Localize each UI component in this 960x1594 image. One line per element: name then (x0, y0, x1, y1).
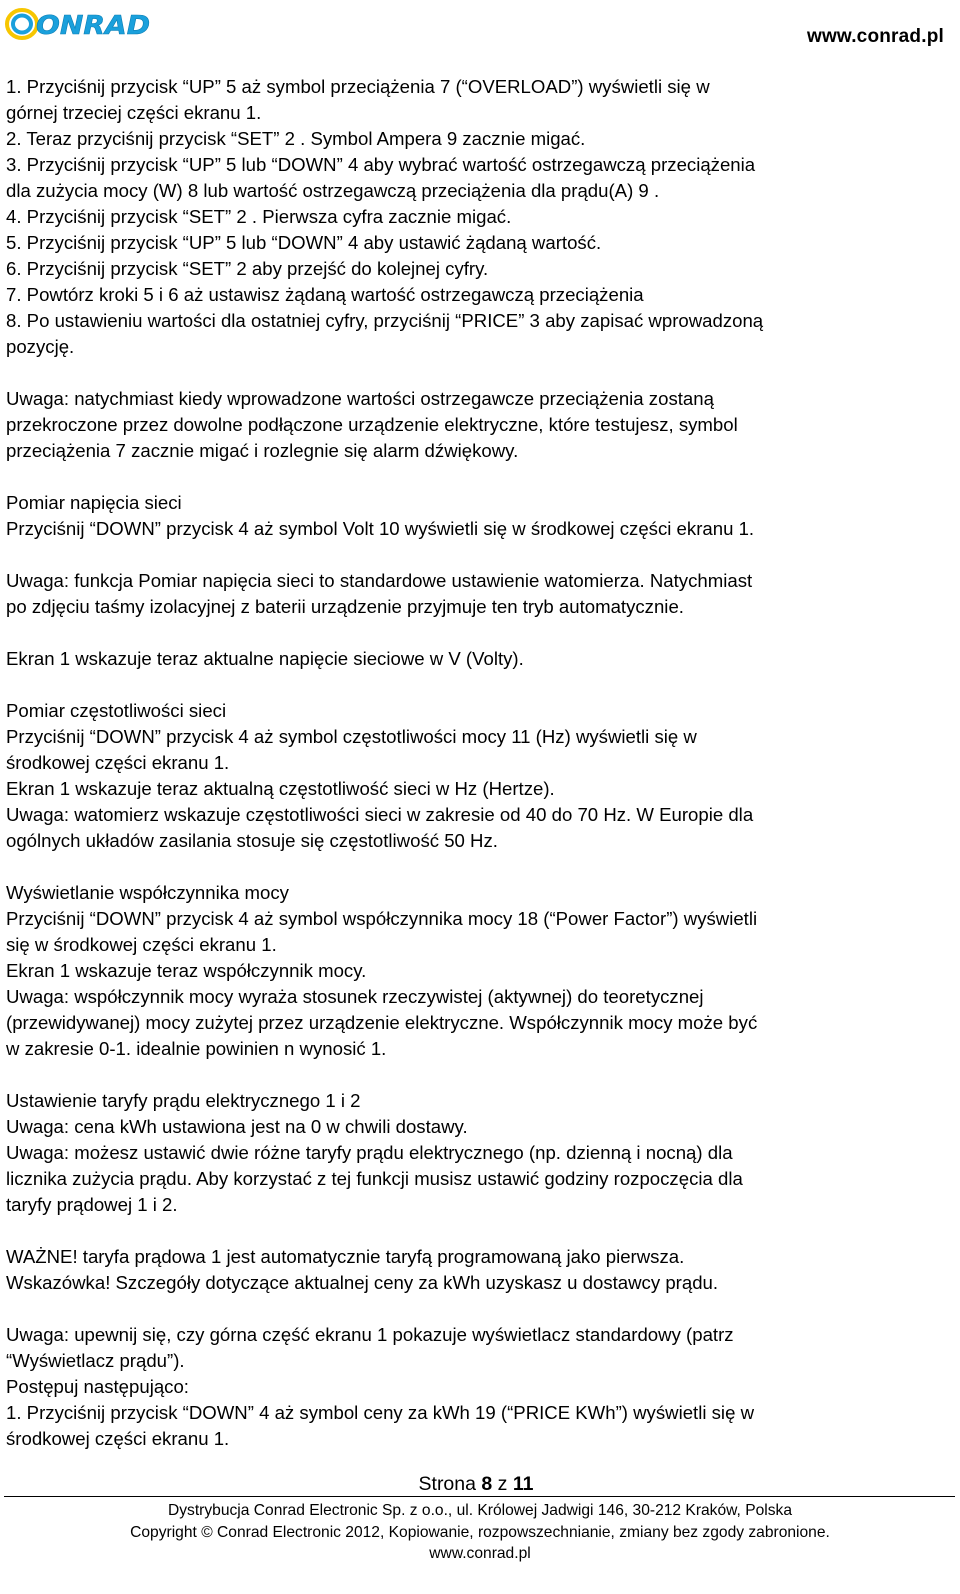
text-line: Uwaga: cena kWh ustawiona jest na 0 w chwili dostawy. (6, 1116, 468, 1137)
text-line: 5. Przyciśnij przycisk “UP” 5 lub “DOWN” 4 aby ustawić żądaną wartość. (6, 232, 602, 253)
text-line: dla zużycia mocy (W) 8 lub wartość ostrzegawczą przeciążenia dla prądu(A) 9 . (6, 180, 660, 201)
text-line: 8. Po ustawieniu wartości dla ostatniej cyfry, przyciśnij “PRICE” 3 aby zapisać wprowadzoną (6, 310, 764, 331)
text-line: Uwaga: upewnij się, czy górna część ekranu 1 pokazuje wyświetlacz standardowy (patrz (6, 1324, 734, 1345)
footer-copyright-line: Copyright © Conrad Electronic 2012, Kopiowanie, rozpowszechnianie, zmiany bez zgody zabronione. (130, 1523, 830, 1541)
text-line: Wyświetlanie współczynnika mocy (6, 882, 289, 903)
text-line: Pomiar napięcia sieci (6, 492, 182, 513)
text-line: środkowej części ekranu 1. (6, 752, 230, 773)
text-line: Ustawienie taryfy prądu elektrycznego 1 i 2 (6, 1090, 361, 1111)
text-line: Przyciśnij “DOWN” przycisk 4 aż symbol Volt 10 wyświetli się w środkowej części ekranu 1. (6, 518, 755, 539)
text-line: pozycję. (6, 336, 75, 357)
text-line: 7. Powtórz kroki 5 i 6 aż ustawisz żądaną wartość ostrzegawczą przeciążenia (6, 284, 644, 305)
text-line: po zdjęciu taśmy izolacyjnej z baterii urządzenie przyjmuje ten tryb automatycznie. (6, 596, 684, 617)
text-line: Uwaga: funkcja Pomiar napięcia sieci to standardowe ustawienie watomierza. Natychmiast (6, 570, 753, 591)
paragraph-gap (6, 620, 951, 646)
text-line: Ekran 1 wskazuje teraz aktualne napięcie sieciowe w V (Volty). (6, 648, 524, 669)
text-line: Uwaga: możesz ustawić dwie różne taryfy prądu elektrycznego (np. dzienną i nocną) dla (6, 1142, 733, 1163)
svg-text:ONRAD: ONRAD (36, 11, 150, 41)
text-line: Postępuj następująco: (6, 1376, 189, 1397)
text-line: górnej trzeciej części ekranu 1. (6, 102, 262, 123)
footer-divider (4, 1496, 955, 1497)
paragraph-gap (6, 854, 951, 880)
footer-address-line: Dystrybucja Conrad Electronic Sp. z o.o., ul. Królowej Jadwigi 146, 30-212 Kraków, Polska (167, 1502, 793, 1519)
text-line: 2. Teraz przyciśnij przycisk “SET” 2 . Symbol Ampera 9 zacznie migać. (6, 128, 586, 149)
text-line: Ekran 1 wskazuje teraz współczynnik mocy. (6, 960, 367, 981)
text-line: w zakresie 0-1. idealnie powinien n wynosić 1. (6, 1038, 387, 1059)
footer-company-info (0, 1500, 960, 1565)
paragraph-gap (6, 672, 951, 698)
text-line: Uwaga: współczynnik mocy wyraża stosunek rzeczywistej (aktywnej) do teoretycznej (6, 986, 704, 1007)
paragraph-gap (6, 360, 951, 386)
text-line: 3. Przyciśnij przycisk “UP” 5 lub “DOWN” 4 aby wybrać wartość ostrzegawczą przeciążenia (6, 154, 756, 175)
text-line: 4. Przyciśnij przycisk “SET” 2 . Pierwsza cyfra zacznie migać. (6, 206, 512, 227)
text-line: taryfy prądowej 1 i 2. (6, 1194, 178, 1215)
text-line: Ekran 1 wskazuje teraz aktualną częstotliwość sieci w Hz (Hertze). (6, 778, 555, 799)
text-line: się w środkowej części ekranu 1. (6, 934, 277, 955)
text-line: “Wyświetlacz prądu”). (6, 1350, 185, 1371)
text-line: Wskazówka! Szczegóły dotyczące aktualnej ceny za kWh uzyskasz u dostawcy prądu. (6, 1272, 719, 1293)
document-body (6, 74, 951, 1452)
conrad-logo (4, 4, 152, 44)
page-footer (0, 1470, 960, 1498)
text-line: Uwaga: watomierz wskazuje częstotliwości sieci w zakresie od 40 do 70 Hz. W Europie dla (6, 804, 754, 825)
text-line: Przyciśnij “DOWN” przycisk 4 aż symbol współczynnika mocy 18 (“Power Factor”) wyświetli (6, 908, 758, 929)
text-line: Pomiar częstotliwości sieci (6, 700, 227, 721)
text-line: Uwaga: natychmiast kiedy wprowadzone wartości ostrzegawcze przeciążenia zostaną (6, 388, 714, 409)
footer-url[interactable]: www.conrad.pl (429, 1545, 531, 1562)
text-line: 6. Przyciśnij przycisk “SET” 2 aby przejść do kolejnej cyfry. (6, 258, 489, 279)
paragraph-gap (6, 1218, 951, 1244)
text-line: licznika zużycia prądu. Aby korzystać z tej funkcji musisz ustawić godziny rozpoczęcia dla (6, 1168, 743, 1189)
text-line: WAŻNE! taryfa prądowa 1 jest automatycznie taryfą programowaną jako pierwsza. (6, 1246, 685, 1267)
paragraph-gap (6, 1062, 951, 1088)
text-line: (przewidywanej) mocy zużytej przez urządzenie elektryczne. Współczynnik mocy może być (6, 1012, 758, 1033)
text-line: 1. Przyciśnij przycisk “DOWN” 4 aż symbol ceny za kWh 19 (“PRICE KWh”) wyświetli się w (6, 1402, 754, 1423)
text-line: ogólnych układów zasilania stosuje się częstotliwość 50 Hz. (6, 830, 498, 851)
text-line: przekroczone przez dowolne podłączone urządzenie elektryczne, które testujesz, symbol (6, 414, 738, 435)
site-url-header[interactable]: www.conrad.pl (806, 26, 944, 47)
text-line: środkowej części ekranu 1. (6, 1428, 230, 1449)
text-line: Przyciśnij “DOWN” przycisk 4 aż symbol częstotliwości mocy 11 (Hz) wyświetli się w (6, 726, 697, 747)
text-line: 1. Przyciśnij przycisk “UP” 5 aż symbol przeciążenia 7 (“OVERLOAD”) wyświetli się w (6, 76, 710, 97)
page-header (0, 0, 960, 56)
paragraph-gap (6, 464, 951, 490)
paragraph-gap (6, 542, 951, 568)
page-number: Strona 8 z 11 (418, 1473, 534, 1495)
text-line: przeciążenia 7 zacznie migać i rozlegnie się alarm dźwiękowy. (6, 440, 519, 461)
paragraph-gap (6, 1296, 951, 1322)
